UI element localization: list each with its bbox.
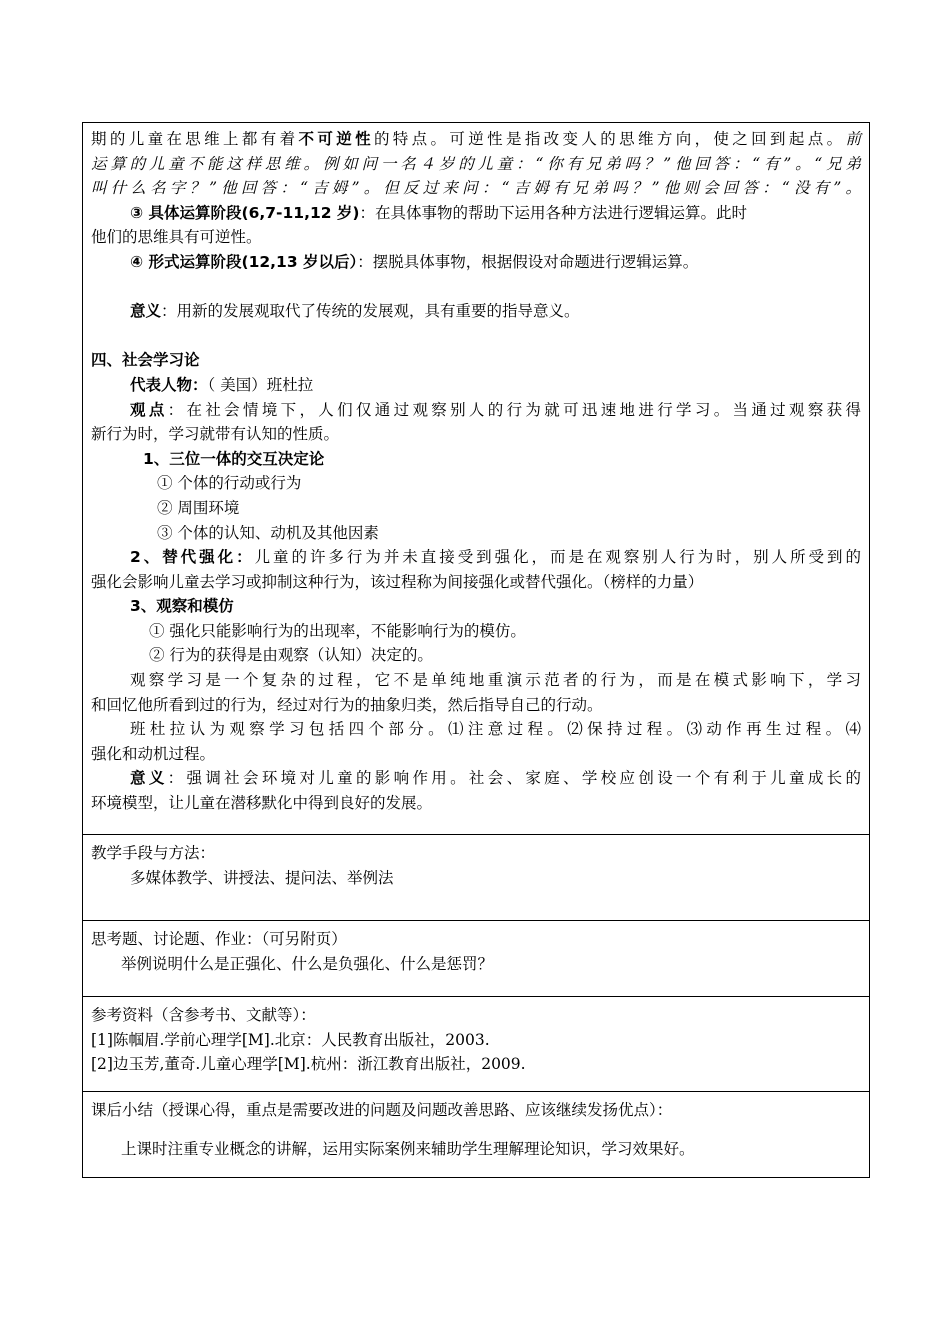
list-item: ② 周围环境 [157, 498, 240, 517]
subheading: 3、观察和模仿 [130, 597, 234, 616]
text-line: 期的儿童在思维上都有着不可逆性的特点。可逆性是指改变人的思维方向，使之回到起点。前 [91, 130, 861, 148]
summary-section [82, 1092, 870, 1178]
subheading: 1、三位一体的交互决定论 [143, 449, 325, 468]
text-line: 新行为时，学习就带有认知的性质。 [91, 425, 340, 444]
reference-item: [1]陈帼眉.学前心理学[M].北京：人民教育出版社，2003. [91, 1030, 490, 1049]
keyword-irreversibility: 不可逆性 [298, 130, 374, 148]
viewpoint-line: 观点：在社会情境下，人们仅通过观察别人的行为就可迅速地进行学习。当通过观察获得 [130, 400, 861, 419]
significance-line: 意义：强调社会环境对儿童的影响作用。社会、家庭、学校应创设一个有利于儿童成长的 [130, 769, 861, 788]
text-line: 环境模型，让儿童在潜移默化中得到良好的发展。 [91, 794, 433, 813]
section-content: 多媒体教学、讲授法、提问法、举例法 [130, 868, 394, 887]
stage-concrete: ③ 具体运算阶段(6,7-11,12 岁)：在具体事物的帮助下运用各种方法进行逻辑运算。此时 [130, 203, 748, 222]
section-heading: 四、社会学习论 [91, 351, 200, 370]
list-item: ③ 个体的认知、动机及其他因素 [157, 523, 379, 542]
section-label: 参考资料（含参考书、文献等）： [91, 1006, 316, 1024]
teaching-method-section [82, 835, 870, 921]
list-item: ① 个体的行动或行为 [157, 474, 302, 493]
content-section [82, 122, 870, 835]
list-item: ① 强化只能影响行为的出现率，不能影响行为的模仿。 [149, 621, 526, 640]
section-content: 上课时注重专业概念的讲解，运用实际案例来辅助学生理解理论知识，学习效果好。 [121, 1139, 695, 1158]
significance-line: 意义：用新的发展观取代了传统的发展观，具有重要的指导意义。 [130, 302, 580, 321]
text-line: 他们的思维具有可逆性。 [91, 228, 262, 247]
representative-line: 代表人物：（ 美国）班杜拉 [130, 375, 314, 394]
section-label: 课后小结（授课心得，重点是需要改进的问题及问题改善思路、应该继续发扬优点）： [91, 1101, 673, 1119]
text-line: 运算的儿童不能这样思维。例如问一名４岁的儿童：“你有兄弟吗？”他回答：“有”。“兄弟 [91, 154, 861, 173]
subheading: 2、替代强化：儿童的许多行为并未直接受到强化，而是在观察别人行为时，别人所受到的 [130, 548, 861, 567]
text-line: 观察学习是一个复杂的过程，它不是单纯地重演示范者的行为，而是在模式影响下，学习 [130, 671, 861, 690]
reference-item: [2]边玉芳,董奇.儿童心理学[M].杭州：浙江教育出版社，2009. [91, 1055, 526, 1074]
references-section [82, 997, 870, 1092]
text-line: 班杜拉认为观察学习包括四个部分。⑴注意过程。⑵保持过程。⑶动作再生过程。⑷ [130, 720, 861, 739]
text-line: 和回忆他所看到过的行为，经过对行为的抽象归类，然后指导自己的行动。 [91, 695, 603, 714]
homework-section [82, 921, 870, 997]
section-label: 思考题、讨论题、作业：（可另附页） [91, 930, 347, 948]
list-item: ② 行为的获得是由观察（认知）决定的。 [149, 646, 433, 665]
text-line: 强化和动机过程。 [91, 744, 216, 763]
text-line: 强化会影响儿童去学习或抑制这种行为，该过程称为间接强化或替代强化。（榜样的力量） [91, 572, 704, 591]
lesson-plan-page [82, 122, 870, 1178]
stage-formal: ④ 形式运算阶段(12,13 岁以后）：摆脱具体事物，根据假设对命题进行逻辑运算。 [130, 252, 699, 271]
section-content: 举例说明什么是正强化、什么是负强化、什么是惩罚？ [121, 954, 494, 973]
section-label: 教学手段与方法： [91, 844, 216, 862]
text-line: 叫什么名字？”他回答：“吉姆”。但反过来问：“吉姆有兄弟吗？”他则会回答：“没有”。 [91, 179, 861, 198]
